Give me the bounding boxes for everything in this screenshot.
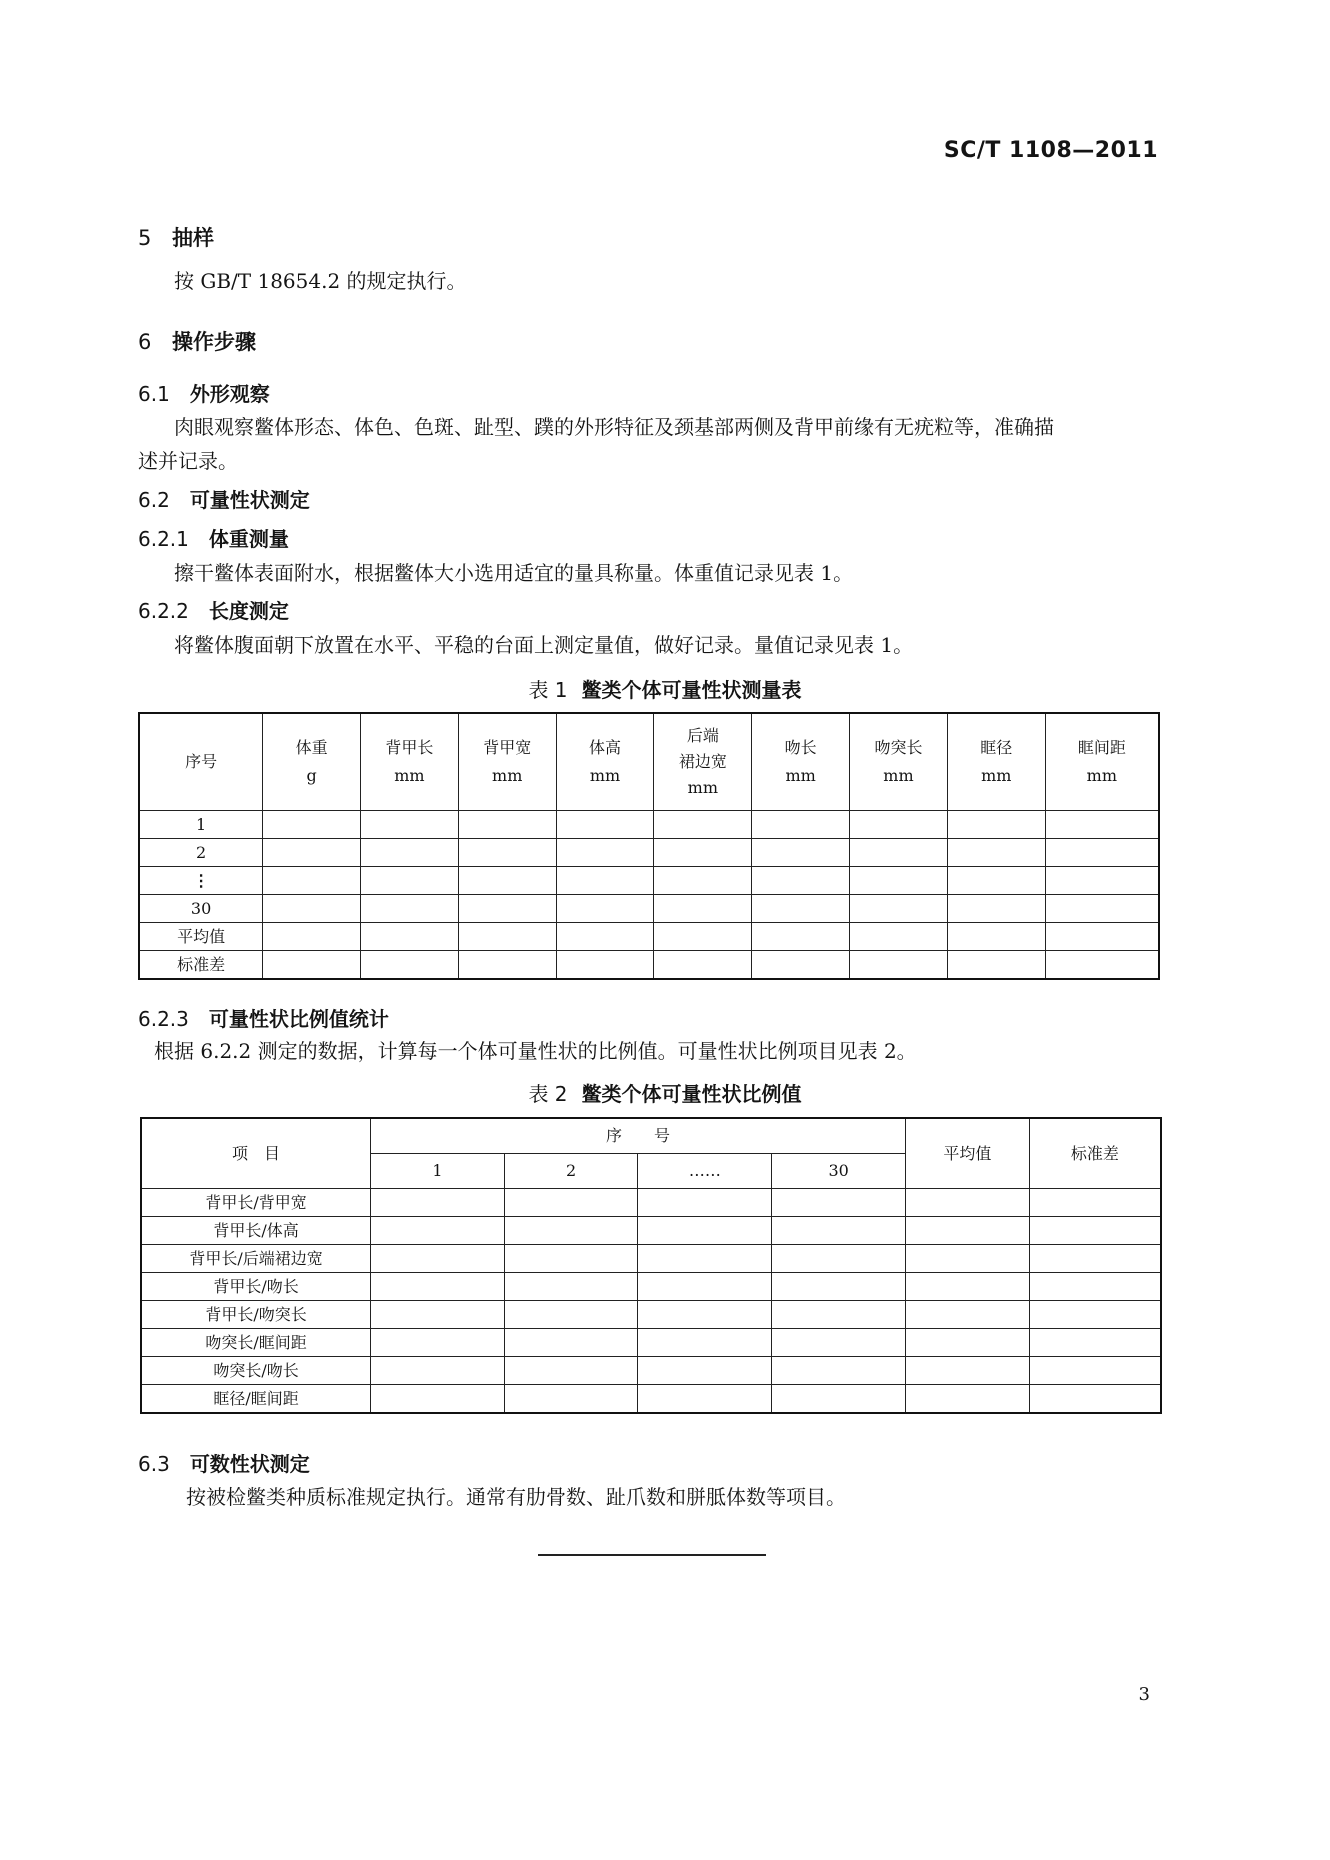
table2 <box>140 1117 1162 1414</box>
table1-row <box>139 839 1159 867</box>
table1-row-label: 2 <box>139 839 263 867</box>
section-6-1-text-line2: 述并记录。 <box>138 449 238 473</box>
table1-header-cell: 吻突长 mm <box>850 713 948 811</box>
table2-header-item: 项 目 <box>141 1118 371 1189</box>
table1-header-cell: 吻长 mm <box>752 713 850 811</box>
table2-row-label: 吻突长/吻长 <box>141 1357 371 1385</box>
section-6-2-3-heading: 6.2.3 可量性状比例值统计 <box>138 1007 389 1031</box>
table2-row-label: 背甲长/后端裙边宽 <box>141 1245 371 1273</box>
section-6-heading: 6 操作步骤 <box>138 330 256 354</box>
table2-row <box>141 1189 1161 1217</box>
table2-row <box>141 1273 1161 1301</box>
table2-seq-col: 30 <box>772 1154 906 1189</box>
section-6-3-text: 按被检鳖类种质标准规定执行。通常有肋骨数、趾爪数和胼胝体数等项目。 <box>186 1485 846 1509</box>
section-6-2-3-text: 根据 6.2.2 测定的数据，计算每一个体可量性状的比例值。可量性状比例项目见表 2。 <box>154 1039 917 1063</box>
table2-row <box>141 1301 1161 1329</box>
section-5-text: 按 GB/T 18654.2 的规定执行。 <box>174 269 467 293</box>
section-6-2-2-heading: 6.2.2 长度测定 <box>138 599 289 623</box>
table2-row-label: 吻突长/眶间距 <box>141 1329 371 1357</box>
table1-row-label: 标准差 <box>139 951 263 980</box>
table2-header-mean: 平均值 <box>905 1118 1029 1189</box>
table2-row-label: 背甲长/吻长 <box>141 1273 371 1301</box>
section-6-1-heading: 6.1 外形观察 <box>138 382 270 406</box>
table2-row <box>141 1385 1161 1414</box>
table2-row-label: 背甲长/背甲宽 <box>141 1189 371 1217</box>
section-6-2-heading: 6.2 可量性状测定 <box>138 488 310 512</box>
table2-header-row <box>141 1118 1161 1154</box>
table2-row <box>141 1245 1161 1273</box>
table2-row <box>141 1217 1161 1245</box>
section-6-2-1-text: 擦干鳖体表面附水，根据鳖体大小选用适宜的量具称量。体重值记录见表 1。 <box>174 561 854 585</box>
section-5-heading: 5 抽样 <box>138 226 214 250</box>
table1-row <box>139 811 1159 839</box>
table1-caption: 表 1 鳖类个体可量性状测量表 <box>528 678 802 702</box>
end-separator-line <box>538 1554 766 1556</box>
table2-row-label: 眶径/眶间距 <box>141 1385 371 1414</box>
table2-row <box>141 1329 1161 1357</box>
standard-number: SC/T 1108—2011 <box>943 138 1158 163</box>
table2-caption: 表 2 鳖类个体可量性状比例值 <box>528 1082 802 1106</box>
table2-seq-col: 2 <box>504 1154 638 1189</box>
table2-row-label: 背甲长/体高 <box>141 1217 371 1245</box>
table1-header-cell: 背甲宽 mm <box>458 713 556 811</box>
table1-header-cell: 体重 g <box>263 713 361 811</box>
table1-row <box>139 951 1159 980</box>
table1-header-row <box>139 713 1159 811</box>
table1-row <box>139 895 1159 923</box>
table1-header-cell: 后端 裙边宽 mm <box>654 713 752 811</box>
table1-row <box>139 923 1159 951</box>
table2-header-sd: 标准差 <box>1029 1118 1161 1189</box>
section-6-2-1-heading: 6.2.1 体重测量 <box>138 527 289 551</box>
section-6-3-heading: 6.3 可数性状测定 <box>138 1452 310 1476</box>
table1 <box>138 712 1160 980</box>
page-number: 3 <box>1138 1684 1150 1705</box>
table1-header-cell: 眶间距 mm <box>1045 713 1159 811</box>
section-6-1-text-line1: 肉眼观察鳖体形态、体色、色斑、趾型、蹼的外形特征及颈基部两侧及背甲前缘有无疣粒等，准确描 <box>174 415 1054 439</box>
table1-header-cell: 背甲长 mm <box>360 713 458 811</box>
table2-header-seq: 序 号 <box>371 1118 906 1154</box>
table2-row <box>141 1357 1161 1385</box>
table1-header-cell: 眶径 mm <box>947 713 1045 811</box>
table1-row-label: ⋮ <box>139 867 263 895</box>
table2-seq-col: 1 <box>371 1154 505 1189</box>
table1-row <box>139 867 1159 895</box>
table2-row-label: 背甲长/吻突长 <box>141 1301 371 1329</box>
table1-row-label: 平均值 <box>139 923 263 951</box>
table1-header-cell: 序号 <box>139 713 263 811</box>
section-6-2-2-text: 将鳖体腹面朝下放置在水平、平稳的台面上测定量值，做好记录。量值记录见表 1。 <box>174 633 914 657</box>
table1-row-label: 1 <box>139 811 263 839</box>
table1-header-cell: 体高 mm <box>556 713 654 811</box>
table1-row-label: 30 <box>139 895 263 923</box>
table2-seq-col: …… <box>638 1154 772 1189</box>
